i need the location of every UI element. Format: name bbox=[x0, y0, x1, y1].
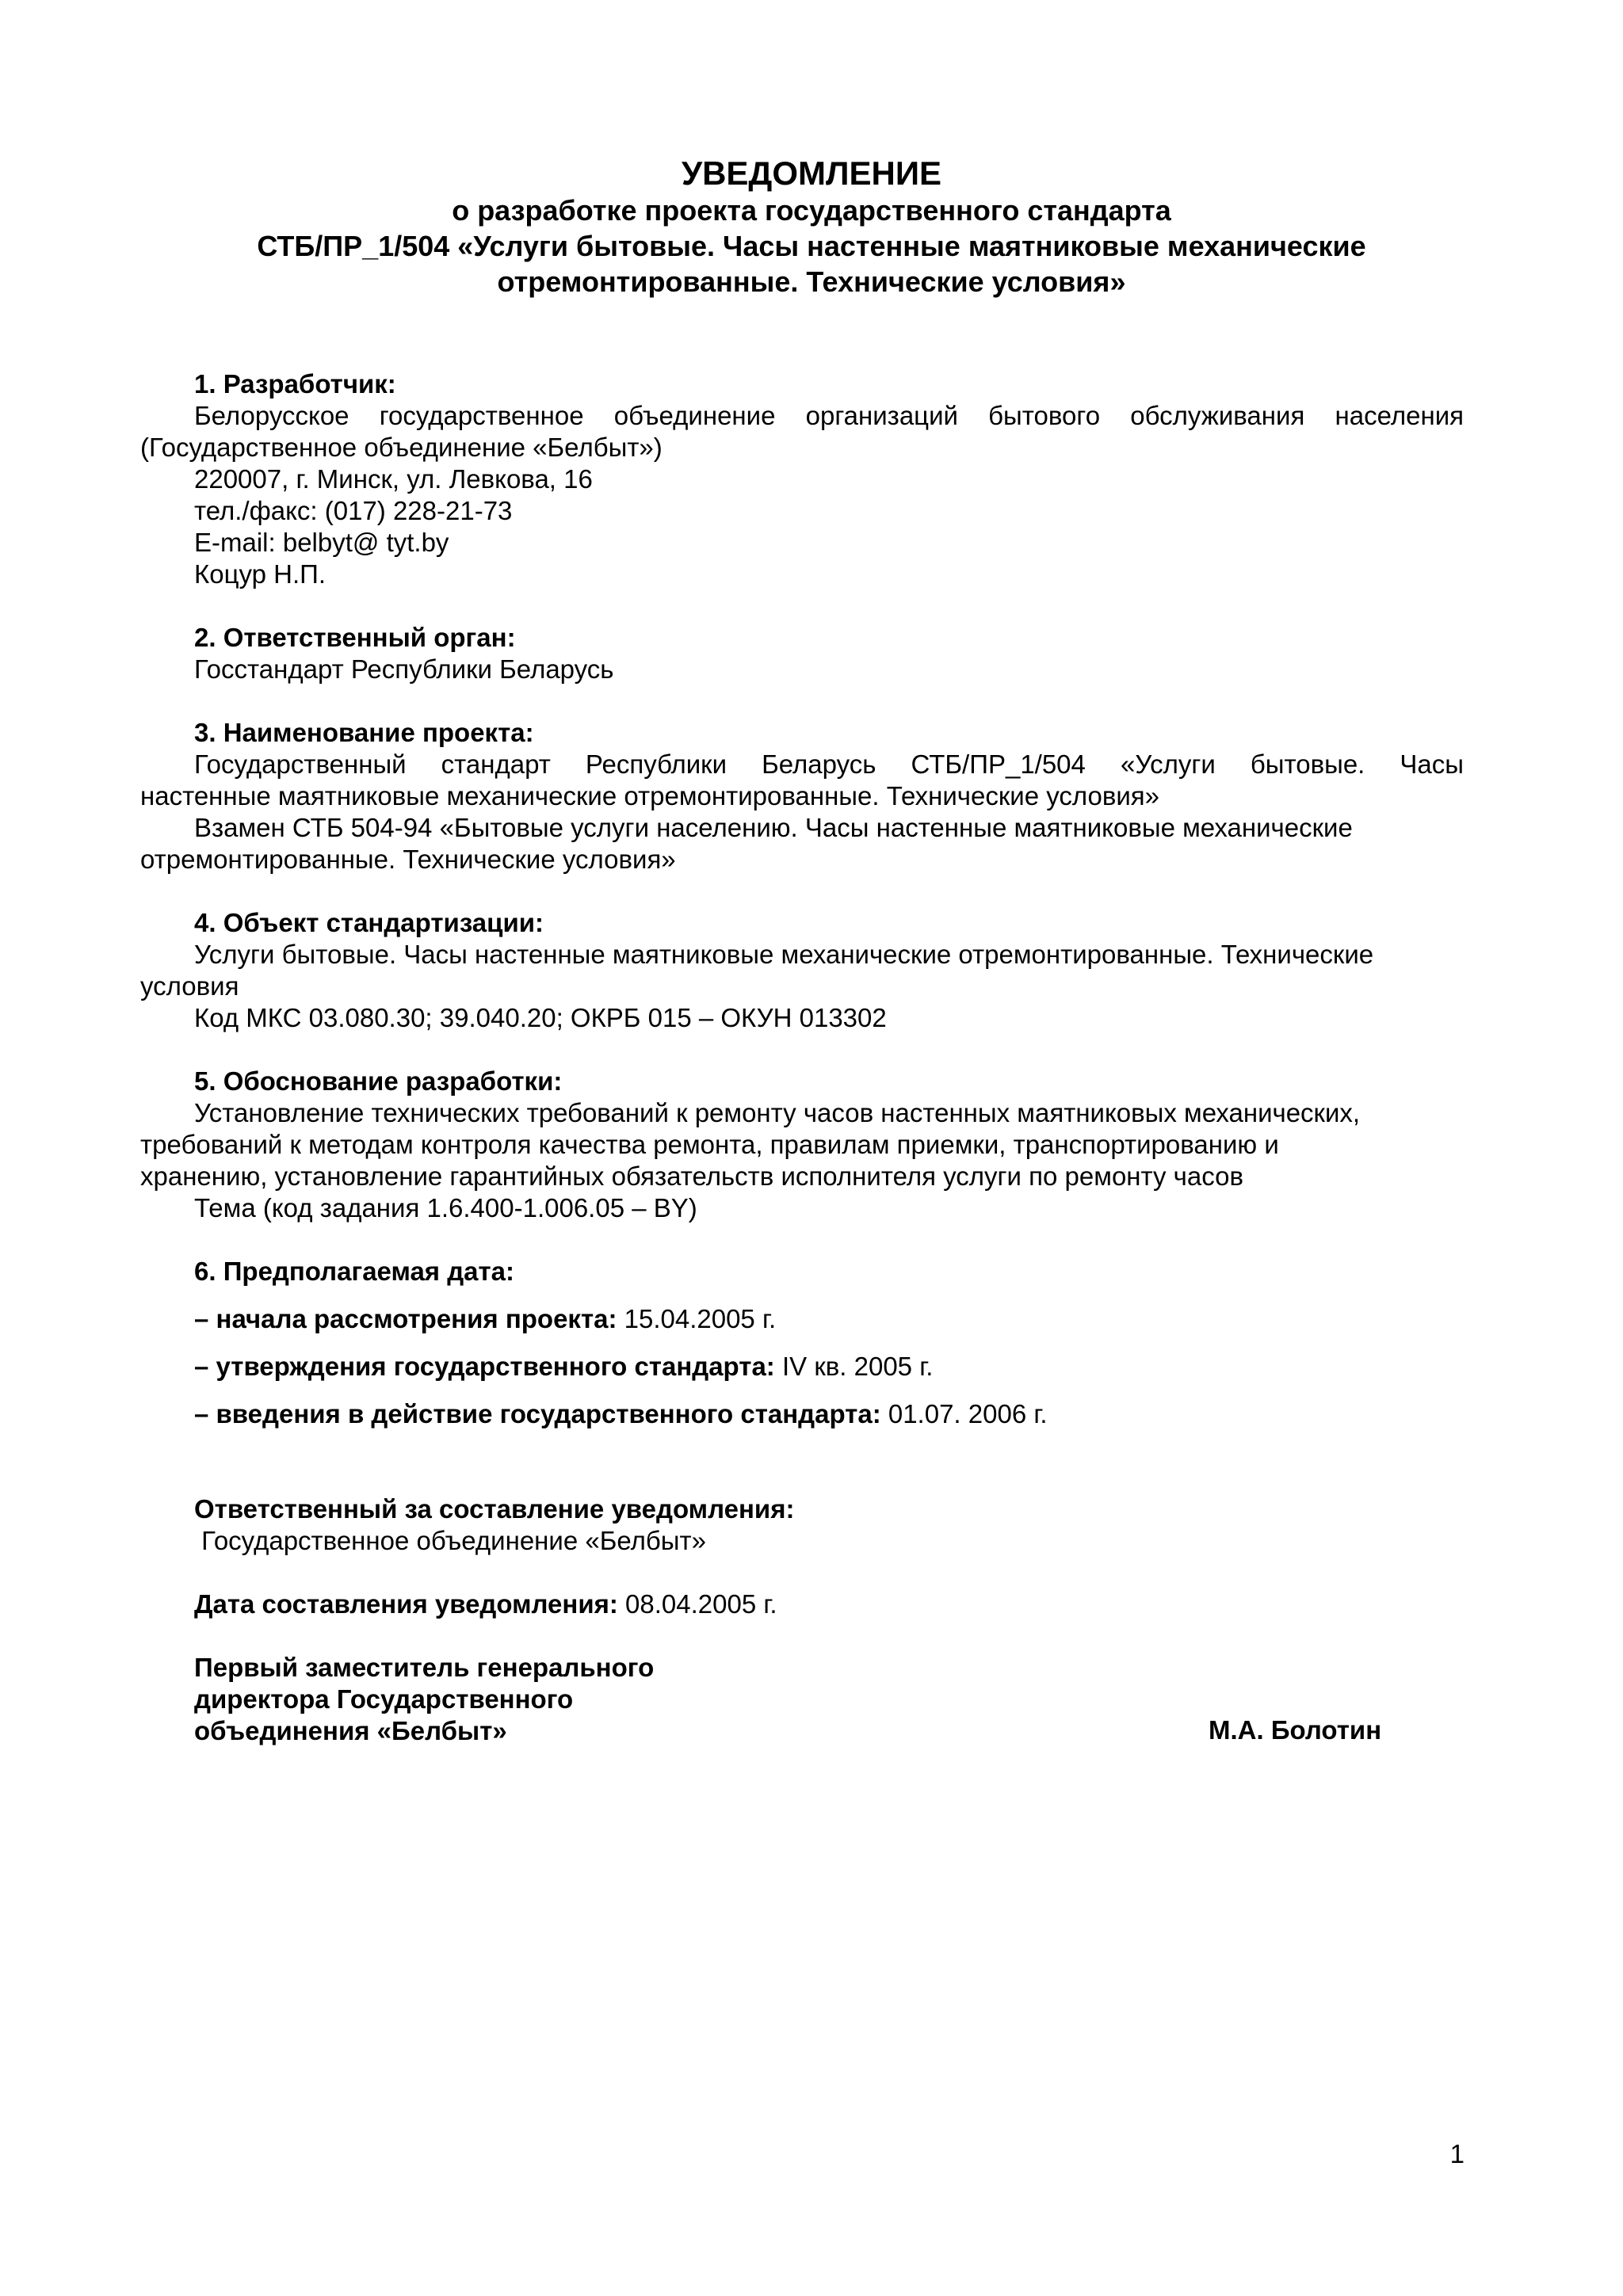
section-5-line-4: Тема (код задания 1.6.400-1.006.05 – BY) bbox=[194, 1193, 697, 1222]
section-3-line-2: настенные маятниковые механические отремонтированные. Технические условия» bbox=[140, 781, 1160, 810]
notice-date-value: 08.04.2005 г. bbox=[617, 1589, 777, 1619]
notice-date bbox=[194, 1589, 777, 1620]
document-subtitle-line-1: о разработке проекта государственного стандарта bbox=[452, 194, 1171, 227]
signature-position-line-1: Первый заместитель генерального bbox=[194, 1653, 655, 1682]
section-4-line-1: Услуги бытовые. Часы настенные маятниковые механические отремонтированные. Технические bbox=[194, 940, 1374, 969]
section-4-line-2: условия bbox=[140, 971, 239, 1001]
section-5-line-2: требований к методам контроля качества ремонта, правилам приемки, транспортированию и bbox=[140, 1130, 1279, 1159]
section-1-org-line-2: (Государственное объединение «Белбыт») bbox=[140, 433, 663, 462]
section-3-line-3: Взамен СТБ 504-94 «Бытовые услуги населению. Часы настенные маятниковые механические bbox=[194, 813, 1353, 842]
section-5-line-3: хранению, установление гарантийных обязательств исполнителя услуги по ремонту часов bbox=[140, 1161, 1243, 1191]
section-1-heading: 1. Разработчик: bbox=[194, 369, 396, 399]
section-6-item bbox=[194, 1351, 933, 1383]
section-1-person: Коцур Н.П. bbox=[194, 559, 327, 589]
section-1-address: 220007, г. Минск, ул. Левкова, 16 bbox=[194, 464, 593, 494]
section-6-item-label: – введения в действие государственного стандарта: bbox=[194, 1399, 881, 1428]
section-3-line-4: отремонтированные. Технические условия» bbox=[140, 845, 676, 874]
section-6-item bbox=[194, 1303, 776, 1335]
section-2-heading: 2. Ответственный орган: bbox=[194, 623, 516, 652]
section-6-item-label: – утверждения государственного стандарта: bbox=[194, 1352, 775, 1381]
section-4-heading: 4. Объект стандартизации: bbox=[194, 908, 544, 937]
document-title: УВЕДОМЛЕНИЕ bbox=[681, 154, 942, 192]
section-6-item bbox=[194, 1398, 1048, 1430]
section-3-line-1: Государственный стандарт Республики Беларусь СТБ/ПР_1/504 «Услуги бытовые. Часы bbox=[194, 749, 1464, 779]
section-6-heading: 6. Предполагаемая дата: bbox=[194, 1257, 515, 1286]
section-1-org-line-1: Белорусское государственное объединение организаций бытового обслуживания населения bbox=[194, 401, 1464, 430]
responsible-body: Государственное объединение «Белбыт» bbox=[194, 1526, 706, 1555]
section-6-item-value: IV кв. 2005 г. bbox=[774, 1352, 934, 1381]
section-3-heading: 3. Наименование проекта: bbox=[194, 718, 534, 747]
notice-date-label: Дата составления уведомления: bbox=[194, 1589, 618, 1619]
document-subtitle-line-2: СТБ/ПР_1/504 «Услуги бытовые. Часы настенные маятниковые механические bbox=[257, 230, 1366, 262]
signatory-name: М.А. Болотин bbox=[1209, 1715, 1382, 1745]
section-5-heading: 5. Обоснование разработки: bbox=[194, 1066, 563, 1096]
section-6-item-value: 15.04.2005 г. bbox=[617, 1304, 777, 1333]
section-6-item-value: 01.07. 2006 г. bbox=[880, 1399, 1048, 1428]
section-1-phone: тел./факс: (017) 228-21-73 bbox=[194, 496, 513, 525]
responsible-heading: Ответственный за составление уведомления: bbox=[194, 1494, 795, 1524]
section-6-item-label: – начала рассмотрения проекта: bbox=[194, 1304, 617, 1333]
signature-position-line-3: объединения «Белбыт» bbox=[194, 1716, 507, 1745]
page-number: 1 bbox=[1449, 2139, 1465, 2168]
section-2-body: Госстандарт Республики Беларусь bbox=[194, 654, 614, 684]
section-5-line-1: Установление технических требований к ремонту часов настенных маятниковых механических, bbox=[194, 1098, 1361, 1127]
signature-position-line-2: директора Государственного bbox=[194, 1684, 574, 1714]
section-1-email: E-mail: belbyt@ tyt.by bbox=[194, 528, 449, 557]
section-4-line-3: Код МКС 03.080.30; 39.040.20; ОКРБ 015 – ОКУН 013302 bbox=[194, 1003, 887, 1032]
document-subtitle-line-3: отремонтированные. Технические условия» bbox=[497, 265, 1126, 298]
